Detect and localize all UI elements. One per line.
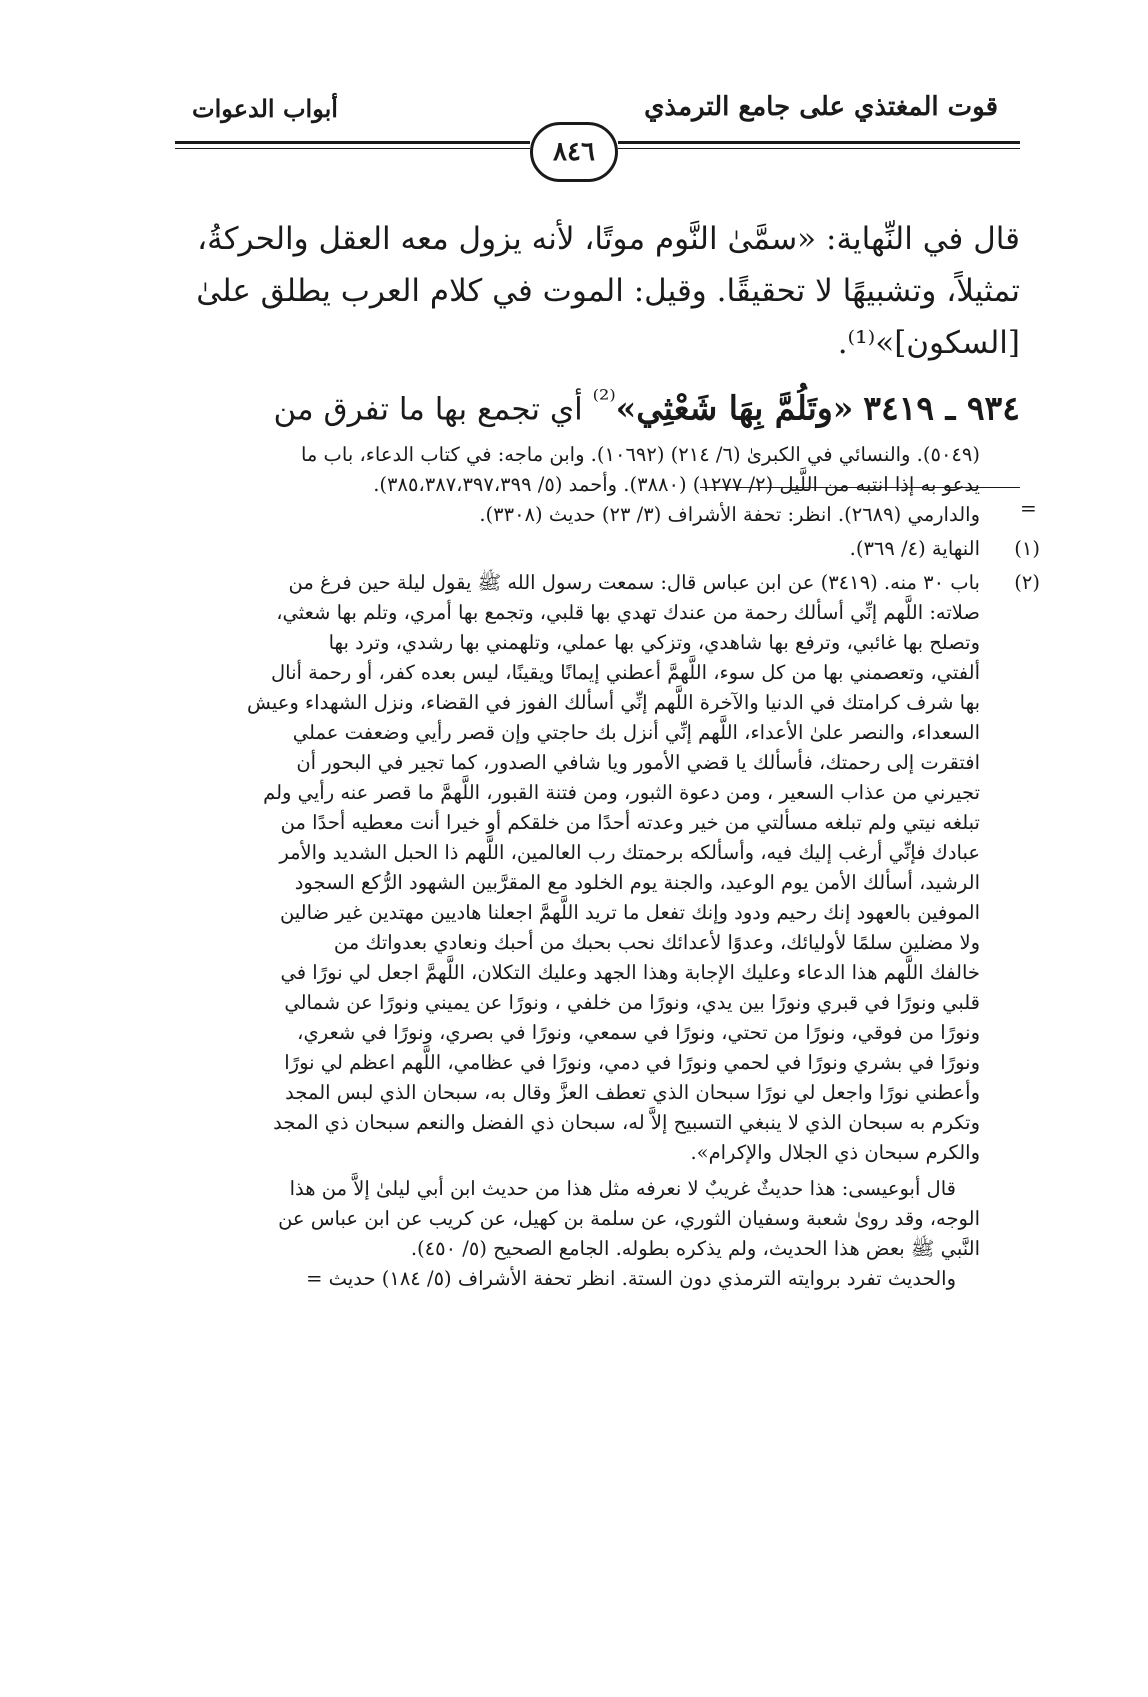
footnote-2-line: وتصلح بها غائبي، وترفع بها شاهدي، وتزكي بها عملي، وتلهمني بها رشدي، وترد بها bbox=[328, 631, 980, 654]
footnote-2-line: افتقرت إلى رحمتك، فأسألك يا قضي الأمور ويا شافي الصدور، كما تجير في البحور أن bbox=[296, 751, 980, 774]
page-number: ٨٤٦ bbox=[530, 122, 618, 182]
main-paragraph bbox=[170, 213, 1020, 369]
footnote-2-line: صلاته: اللَّهم إنِّي أسألك رحمة من عندك تهدي بها قلبي، وتجمع بها أمري، وتلم بها شعثي، bbox=[276, 601, 980, 624]
header-rule-right-thin bbox=[618, 148, 1020, 149]
entry-rest: أي تجمع بها ما تفرق من bbox=[273, 391, 583, 428]
main-line-1: قال في النِّهاية: «سمَّىٰ النَّوم موتًا، لأنه يزول معه العقل والحركةُ، bbox=[197, 221, 1020, 257]
entry-note-ref: ⁽²⁾ bbox=[592, 385, 616, 415]
footnote-continued-line: والدارمي (٢٦٨٩). انظر: تحفة الأشراف (٣/ ٢٣) حديث (٣٣٠٨). bbox=[479, 503, 980, 526]
book-title: قوت المغتذي على جامع الترمذي bbox=[644, 92, 998, 122]
footnote-2-line: تبلغه نيتي ولم تبلغه مسألتي من خير وعدته أحدًا من خلقكم أو خيرا أنت معطيه أحدًا من bbox=[280, 811, 980, 834]
footnote-1 bbox=[150, 534, 1040, 564]
footnote-continued-line: (٥٠٤٩). والنسائي في الكبرىٰ (٦/ ٢١٤) (١٠٦٩٢). وابن ماجه: في كتاب الدعاء، باب ما bbox=[300, 443, 980, 466]
footnote-2-line: ألفتي، وتعصمني بها من كل سوء، اللَّهمَّ أعطني إيمانًا ويقينًا، ليس بعده كفر، أو رحمة أنال bbox=[270, 661, 980, 684]
footnote-2-line: الموفين بالعهود إنك رحيم ودود وإنك تفعل ما تريد اللَّهمَّ اجعلنا هاديين مهتدين غير ضالين bbox=[279, 901, 980, 924]
footnote-2-marker: (٢) bbox=[1014, 571, 1040, 594]
continued-marker: = bbox=[1020, 496, 1037, 520]
footnote-2-line: والكرم سبحان ذي الجلال والإكرام». bbox=[690, 1141, 980, 1164]
footnote-continued-line: يدعو به إذا انتبه من اللَّيل (٢/ ١٢٧٧) (٣٨٨٠). وأحمد (٥/ ٣٨٥،٣٨٧،٣٩٧،٣٩٩). bbox=[373, 473, 980, 496]
footnote-2-commentary-line: والحديث تفرد بروايته الترمذي دون الستة. انظر تحفة الأشراف (٥/ ١٨٤) حديث = bbox=[306, 1267, 956, 1290]
entry-heading bbox=[170, 374, 1020, 435]
header-rule-left-thin bbox=[175, 148, 530, 149]
footnote-2-line: ولا مضلين سلمًا لأوليائك، وعدوًا لأعدائك نحب بحبك من أحبك ونعادي بعدواتك من bbox=[333, 931, 980, 954]
chapter-title: أبواب الدعوات bbox=[192, 94, 338, 123]
header-rule-right bbox=[618, 141, 1020, 144]
footnote-2-line: وأعطني نورًا واجعل لي نورًا سبحان الذي تعطف العزَّ وقال به، سبحان الذي لبس المجد bbox=[285, 1081, 980, 1104]
footnote-2-line: عبادك فإنِّي أرغب إليك فيه، وأسألكه برحمتك رب العالمين، اللَّهم ذا الحبل الشديد والأمر bbox=[279, 841, 980, 864]
footnote-1-text: النهاية (٤/ ٣٦٩). bbox=[849, 537, 980, 560]
footnote-2-line: تجيرني من عذاب السعير ، ومن دعوة الثبور، ومن فتنة القبور، اللَّهمَّ ما قصر عنه رأيي ولم bbox=[263, 781, 980, 804]
footnote-2-commentary-line: الوجه، وقد روىٰ شعبة وسفيان الثوري، عن سلمة بن كهيل، عن كريب عن ابن عباس عن bbox=[278, 1207, 980, 1230]
footnote-1-marker: (١) bbox=[1014, 537, 1040, 560]
entry-quote: «وتَلُمَّ بِهَا شَعْثِي» bbox=[615, 388, 854, 428]
footnotes-block bbox=[150, 440, 1040, 1294]
main-line-3: [السكون]»⁽¹⁾. bbox=[837, 325, 1020, 361]
footnote-2-line: قلبي ونورًا في قبري ونورًا بين يدي، ونورًا من خلفي ، ونورًا عن يميني ونورًا عن شمالي bbox=[284, 991, 980, 1014]
entry-number: ٩٣٤ ـ ٣٤١٩ bbox=[863, 388, 1020, 428]
footnote-2-line: ونورًا في بشري ونورًا في لحمي ونورًا في دمي، ونورًا في عظامي، اللَّهم اعظم لي نورًا bbox=[284, 1051, 980, 1074]
footnote-2-line: باب ٣٠ منه. (٣٤١٩) عن ابن عباس قال: سمعت رسول الله ﷺ يقول ليلة حين فرغ من bbox=[288, 571, 980, 594]
footnote-2-commentary-line: قال أبوعيسى: هذا حديثٌ غريبٌ لا نعرفه مثل هذا من حديث ابن أبي ليلىٰ إلاَّ من هذا bbox=[289, 1177, 956, 1200]
footnote-2-line: السعداء، والنصر علىٰ الأعداء، اللَّهم إنِّي أنزل بك حاجتي وإن قصر رأيي وضعفت عملي bbox=[292, 721, 980, 744]
footnote-continued bbox=[150, 440, 1040, 530]
header-rule-left bbox=[175, 141, 530, 144]
footnote-2-line: الرشيد، أسألك الأمن يوم الوعيد، والجنة يوم الخلود مع المقرَّبين الشهود الرُّكع السجود bbox=[294, 871, 980, 894]
footnote-2-line: ونورًا من فوقي، ونورًا من تحتي، ونورًا في سمعي، ونورًا في بصري، ونورًا في شعري، bbox=[297, 1021, 980, 1044]
main-line-2: تمثيلاً، وتشبيهًا لا تحقيقًا. وقيل: الموت في كلام العرب يطلق علىٰ bbox=[196, 273, 1020, 309]
footnote-2-line: بها شرف كرامتك في الدنيا والآخرة اللَّهم إنِّي أسألك الفوز في القضاء، ونزل الشهداء وعيش bbox=[247, 691, 980, 714]
footnote-2-commentary-line: النَّبي ﷺ بعض هذا الحديث، ولم يذكره بطوله. الجامع الصحيح (٥/ ٤٥٠). bbox=[410, 1237, 980, 1260]
footnote-2-line: وتكرم به سبحان الذي لا ينبغي التسبيح إلاَّ له، سبحان ذي الفضل والنعم سبحان ذي المجد bbox=[273, 1111, 980, 1134]
footnote-2 bbox=[150, 568, 1040, 1294]
footnote-2-line: خالفك اللَّهم هذا الدعاء وعليك الإجابة وهذا الجهد وعليك التكلان، اللَّهمَّ اجعل لي نورًا في bbox=[280, 961, 980, 984]
